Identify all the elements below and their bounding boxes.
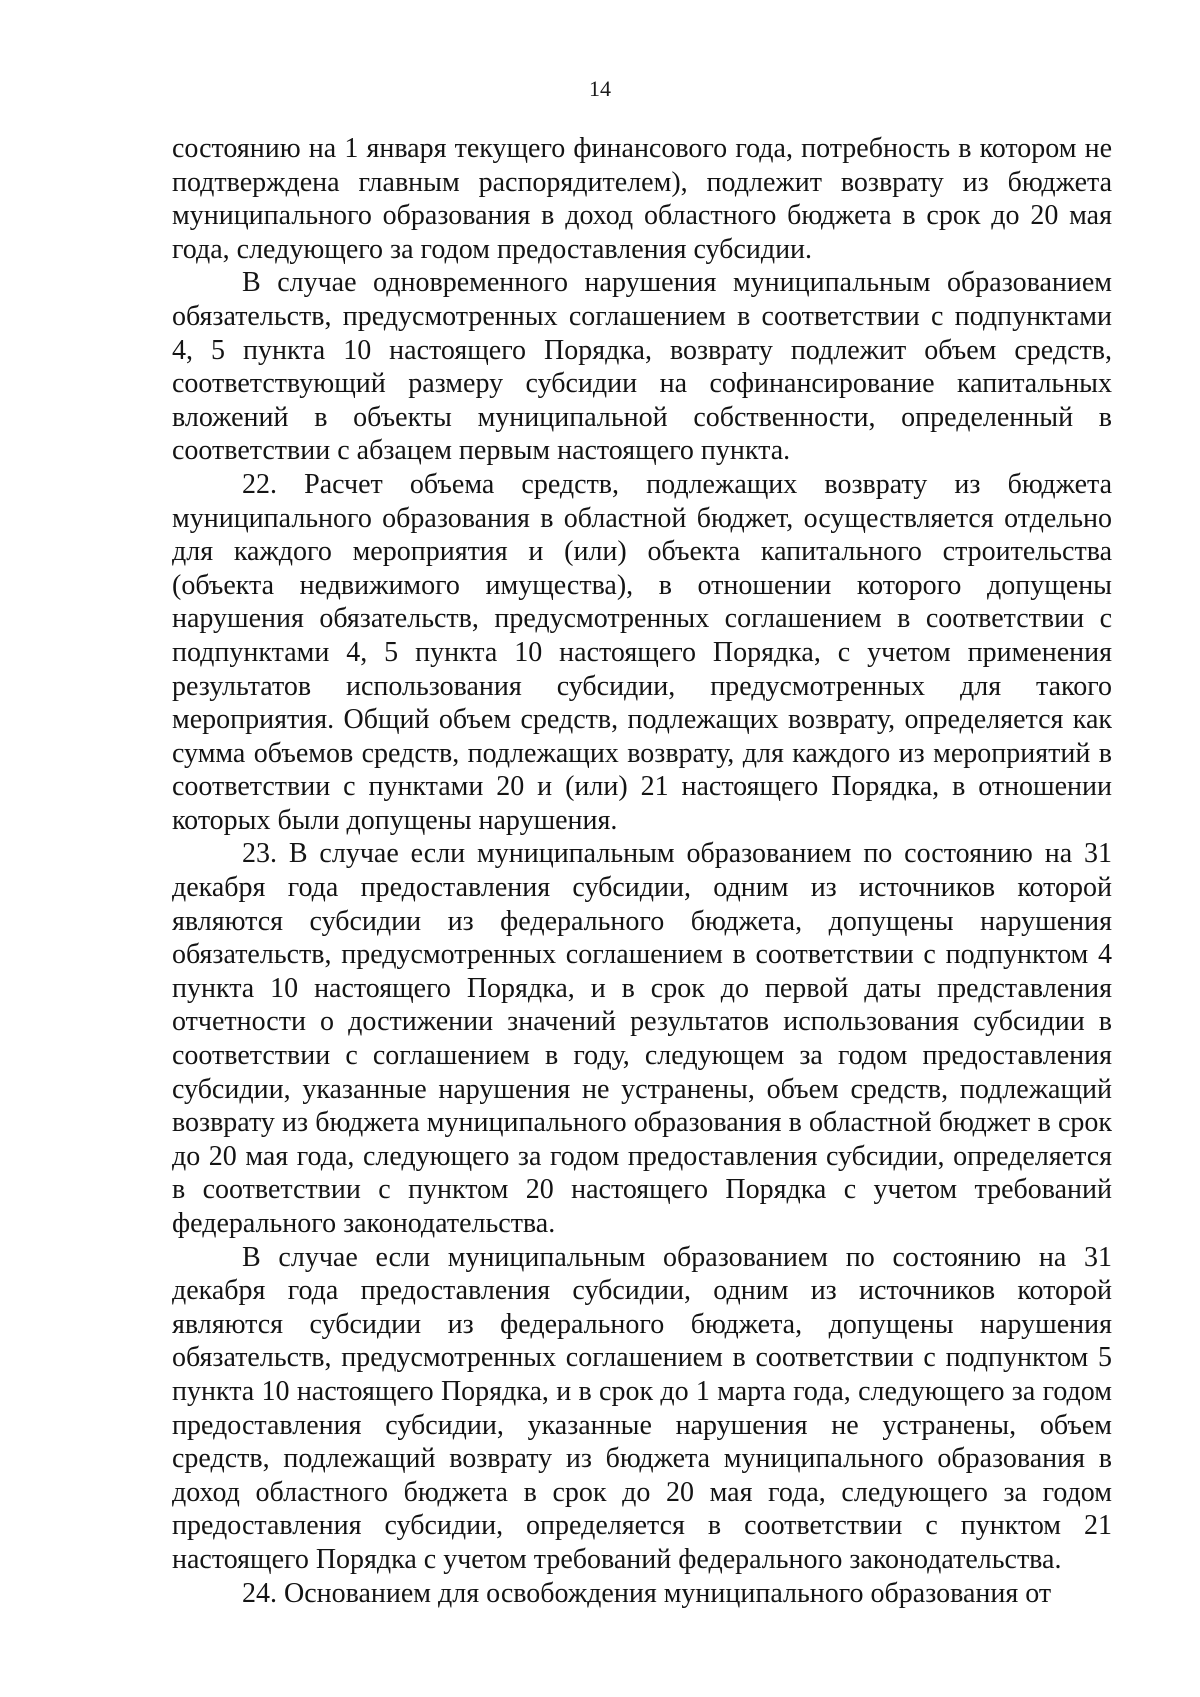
paragraph-simultaneous-violation: В случае одновременного нарушения муниципальным образованием обязательств, предусмотренных соглашением в соответствии с подпунктами 4, 5 пункта 10 настоящего Порядка, возврату подлежит объем средств, соответствующий размеру субсидии на софинансирование капитальных вложений в объекты муниципальной собственности, определенный в соответствии с абзацем первым настоящего пункта. (172, 267, 1112, 467)
paragraph-continuation: состоянию на 1 января текущего финансового года, потребность в котором не подтверждена главным распорядителем), подлежит возврату из бюджета муниципального образования в доход областного бюджета в срок до 20 мая года, следующего за годом предоставления субсидии. (172, 133, 1112, 265)
paragraph-item-22: 22. Расчет объема средств, подлежащих возврату из бюджета муниципального образования в областной бюджет, осуществляется отдельно для каждого мероприятия и (или) объекта капитального строительства (объекта недвижимого имущества), в отношении которого допущены нарушения обязательств, предусмотренных соглашением в соответствии с подпунктами 4, 5 пункта 10 настоящего Порядка, с учетом применения результатов использования субсидии, предусмотренных для такого мероприятия. Общий объем средств, подлежащих возврату, определяется как сумма объемов средств, подлежащих возврату, для каждого из мероприятий в соответствии с пунктами 20 и (или) 21 настоящего Порядка, в отношении которых были допущены нарушения. (172, 468, 1112, 836)
paragraph-item-23: 23. В случае если муниципальным образованием по состоянию на 31 декабря года предоставления субсидии, одним из источников которой являются субсидии из федерального бюджета, допущены нарушения обязательств, предусмотренных соглашением в соответствии с подпунктом 4 пункта 10 настоящего Порядка, и в срок до первой даты представления отчетности о достижении значений результатов использования субсидии в соответствии с соглашением в году, следующем за годом предоставления субсидии, указанные нарушения не устранены, объем средств, подлежащий возврату из бюджета муниципального образования в областной бюджет в срок до 20 мая года, следующего за годом предоставления субсидии, определяется в соответствии с пунктом 20 настоящего Порядка с учетом требований федерального законодательства. (172, 838, 1112, 1239)
page-number: 14 (589, 76, 611, 101)
paragraph-item-23-subparagraph: В случае если муниципальным образованием по состоянию на 31 декабря года предоставления субсидии, одним из источников которой являются субсидии из федерального бюджета, допущены нарушения обязательств, предусмотренных соглашением в соответствии с подпунктом 5 пункта 10 настоящего Порядка, и в срок до 1 марта года, следующего за годом предоставления субсидии, указанные нарушения не устранены, объем средств, подлежащий возврату из бюджета муниципального образования в доход областного бюджета в срок до 20 мая года, следующего за годом предоставления субсидии, определяется в соответствии с пунктом 21 настоящего Порядка с учетом требований федерального законодательства. (172, 1241, 1112, 1575)
document-body (172, 132, 1112, 1610)
paragraph-item-24: 24. Основанием для освобождения муниципального образования от (242, 1577, 1052, 1609)
